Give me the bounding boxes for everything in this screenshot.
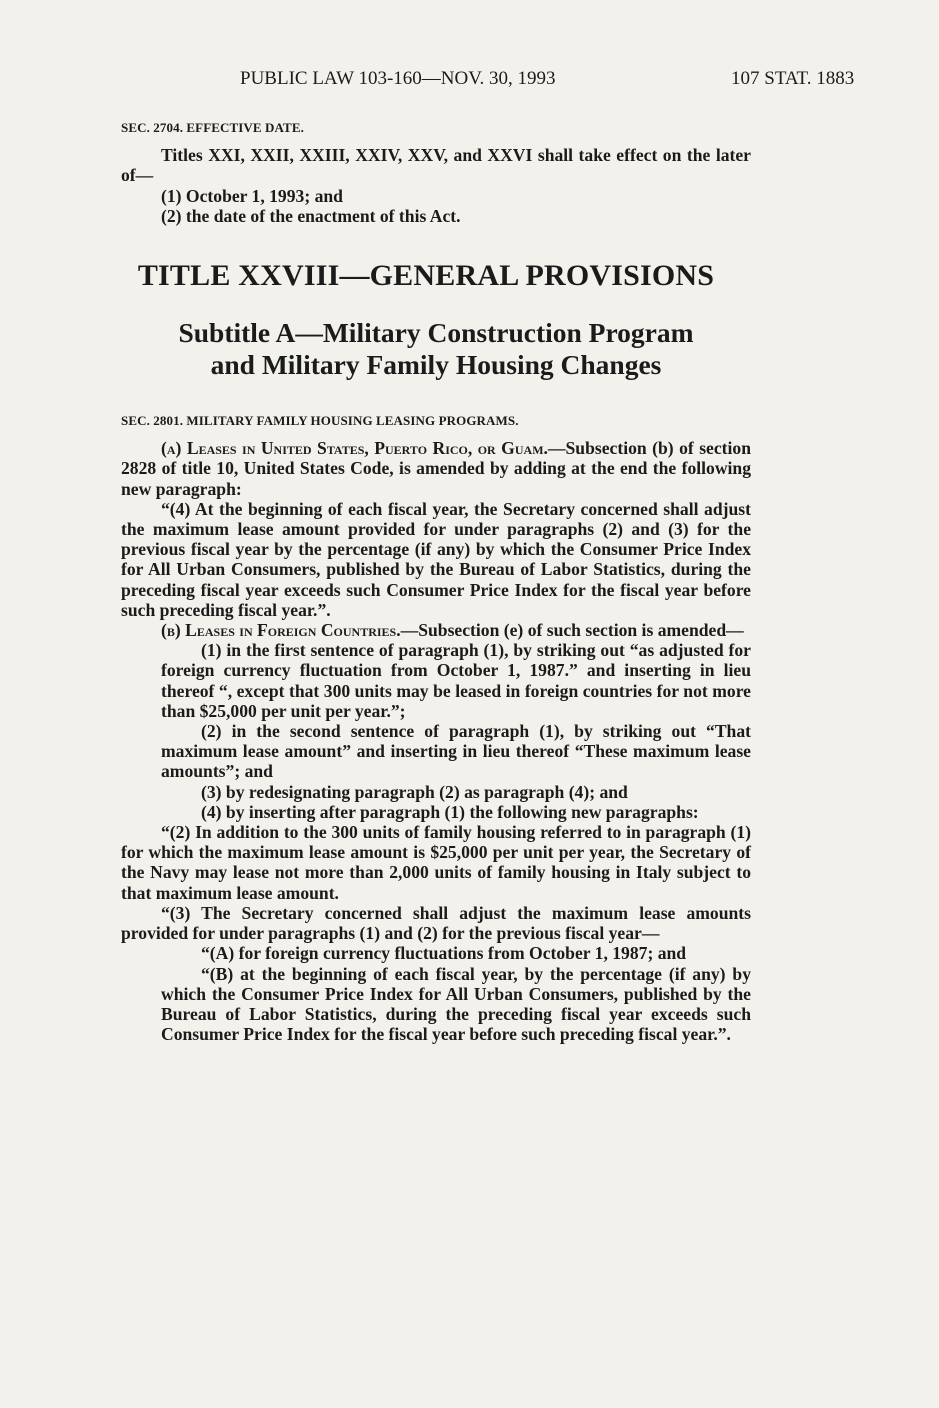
subtitle-line-2: and Military Family Housing Changes	[210, 349, 662, 381]
header-page-number: 107 STAT. 1883	[731, 68, 855, 89]
list-item: (3) by redesignating paragraph (2) as paragraph (4); and	[201, 781, 628, 802]
title-heading: TITLE XXVIII—GENERAL PROVISIONS	[137, 259, 715, 293]
quoted-subparagraph: “(B) at the beginning of each fiscal year, by the percentage (if any) by which the Consumer Price Index for All Urban Consumers, published by the Bureau of Labor Statistics, during the preceding fiscal year exceeds such Consumer Price Index for the fiscal year before such preceding fiscal year.”.	[161, 963, 751, 1045]
list-item: (2) in the second sentence of paragraph (1), by striking out “That maximum lease amount” and inserting in lieu thereof “These maximum lease amounts”; and	[161, 721, 751, 782]
quoted-paragraph: “(4) At the beginning of each fiscal year, the Secretary concerned shall adjust the maximum lease amount provided for under paragraphs (2) and (3) for the previous fiscal year by the percentage (if any) by which the Consumer Price Index for All Urban Consumers, published by the Bureau of Labor Statistics, during the preceding fiscal year exceeds such Consumer Price Index for the fiscal year before such preceding fiscal year.”.	[121, 498, 751, 620]
list-item: (2) the date of the enactment of this Act.	[161, 205, 461, 226]
list-item: (1) October 1, 1993; and	[161, 185, 343, 206]
paragraph: Titles XXI, XXII, XXIII, XXIV, XXV, and XXVI shall take effect on the later of—	[121, 145, 751, 186]
running-header	[0, 68, 939, 98]
section-heading-2801: SEC. 2801. MILITARY FAMILY HOUSING LEASING PROGRAMS.	[121, 413, 519, 429]
quoted-paragraph: “(3) The Secretary concerned shall adjust the maximum lease amounts provided for under paragraphs (1) and (2) for the previous fiscal year—	[121, 902, 751, 944]
section-heading-2704: SEC. 2704. EFFECTIVE DATE.	[121, 120, 304, 135]
subsection-b-caption: (b) Leases in Foreign Countries.	[161, 620, 401, 641]
body-text	[121, 118, 751, 1044]
list-item: (4) by inserting after paragraph (1) the following new paragraphs:	[201, 801, 699, 822]
quoted-paragraph: “(2) In addition to the 300 units of family housing referred to in paragraph (1) for which the maximum lease amount is $25,000 per unit per year, the Secretary of the Navy may lease not more than 2,000 units of family housing in Italy subject to that maximum lease amount.	[121, 822, 751, 903]
subsection-b-text: —Subsection (e) of such section is amended—	[400, 620, 744, 641]
subsection-a	[121, 438, 751, 499]
header-citation: PUBLIC LAW 103-160—NOV. 30, 1993	[240, 68, 556, 89]
subsection-a-caption: (a) Leases in United States, Puerto Rico, or Guam.	[161, 438, 548, 459]
subtitle-line-1: Subtitle A—Military Construction Program	[178, 317, 694, 349]
quoted-subparagraph: “(A) for foreign currency fluctuations from October 1, 1987; and	[201, 943, 687, 964]
subtitle-heading	[121, 317, 751, 381]
list-item: (1) in the first sentence of paragraph (1), by striking out “as adjusted for foreign currency fluctuation from October 1, 1987.” and inserting in lieu thereof “, except that 300 units may be leased in foreign countries for not more than $25,000 per unit per year.”;	[161, 640, 751, 721]
subsection-b	[121, 620, 751, 640]
subsection-a-text: —Subsection (b) of section 2828 of title 10, United States Code, is amended by adding at the end the following new paragraph:	[121, 438, 751, 499]
